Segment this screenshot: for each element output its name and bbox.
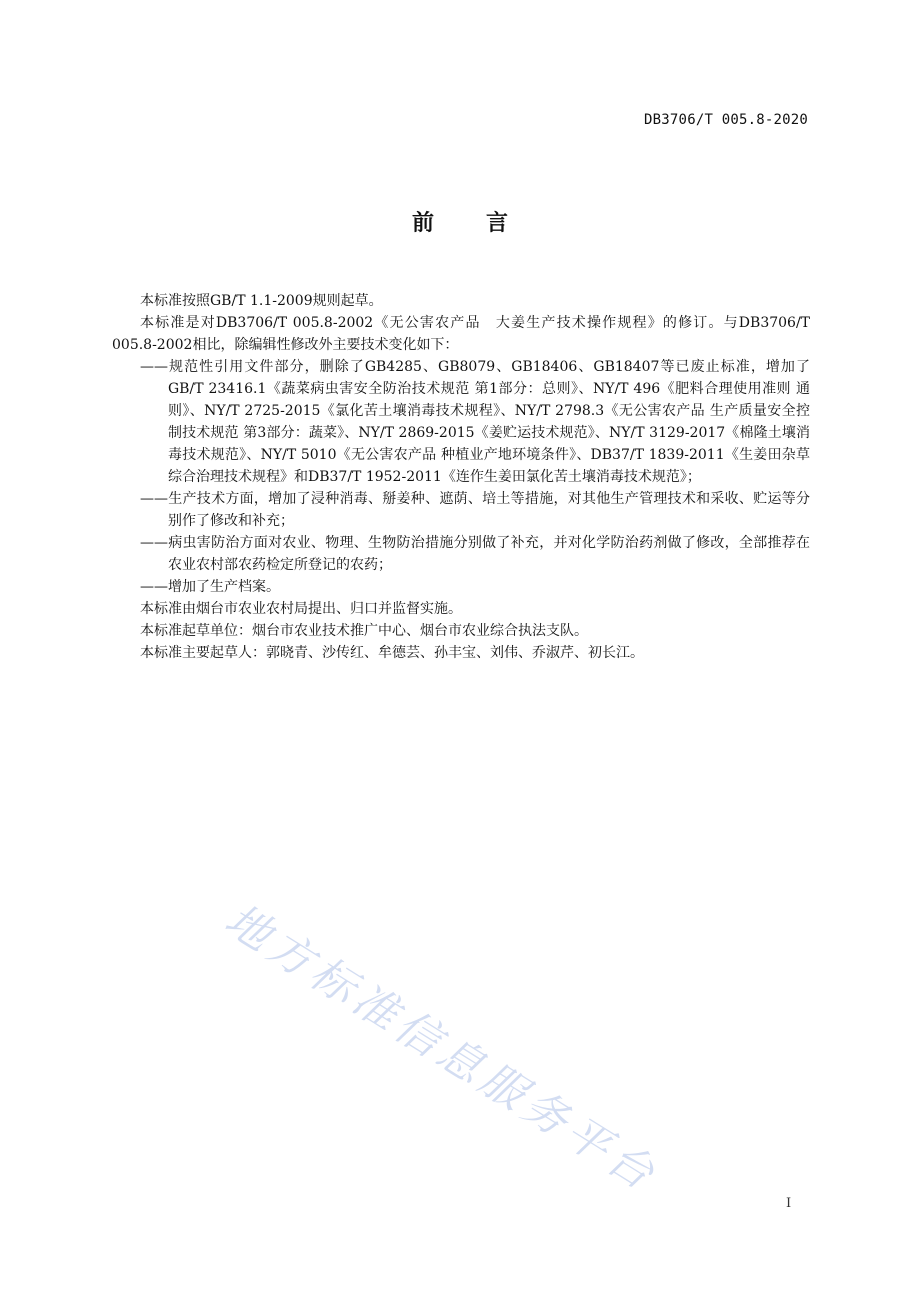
title-char-1: 前 [411, 211, 434, 236]
list-item-records: ——增加了生产档案。 [140, 579, 280, 595]
paragraph-drafting-rule: 本标准按照GB/T 1.1-2009规则起草。 [140, 293, 383, 309]
page-title [0, 206, 920, 237]
title-char-2: 言 [486, 211, 509, 236]
paragraph-revision: 本标准是对DB3706/T 005.8-2002《无公害农产品 大姜生产技术操作规程》的修订。与DB3706/T 005.8-2002相比，除编辑性修改外主要技术变化如下： [112, 315, 810, 353]
paragraph-drafters: 本标准主要起草人：郭晓青、沙传红、牟德芸、孙丰宝、刘伟、乔淑芹、初长江。 [140, 645, 644, 661]
foreword-body [112, 290, 810, 664]
paragraph-drafting-units: 本标准起草单位：烟台市农业技术推广中心、烟台市农业综合执法支队。 [140, 623, 588, 639]
page-number: I [786, 1196, 792, 1211]
list-item-references: ——规范性引用文件部分，删除了GB4285、GB8079、GB18406、GB18407等已废止标准，增加了GB/T 23416.1《蔬菜病虫害安全防治技术规范 第1部分：总则》、NY/T 496《肥料合理使用准则 通则》、NY/T 2725-2015《氯化苦土壤消毒技术规程》、NY/T 2798.3《无公害农产品 生产质量安全控制技术规范 第3部分：蔬菜》、NY/T 2869-2015《姜贮运技术规范》、NY/T 3129-2017《棉隆土壤消毒技术规范》、NY/T 5010《无公害农产品 种植业产地环境条件》、DB37/T 1839-2011《生姜田杂草综合治理技术规程》和DB37/T 1952-2011《连作生姜田氯化苦土壤消毒技术规范》； [140, 359, 810, 485]
watermark: 地方标准信息服务平台 [216, 894, 668, 1203]
list-item-pest-control: ——病虫害防治方面对农业、物理、生物防治措施分别做了补充，并对化学防治药剂做了修改，全部推荐在农业农村部农药检定所登记的农药； [140, 535, 810, 573]
document-code: DB3706/T 005.8-2020 [644, 112, 808, 128]
paragraph-proposer: 本标准由烟台市农业农村局提出、归口并监督实施。 [140, 601, 462, 617]
list-item-production: ——生产技术方面，增加了浸种消毒、掰姜种、遮荫、培土等措施，对其他生产管理技术和采收、贮运等分别作了修改和补充； [140, 491, 810, 529]
